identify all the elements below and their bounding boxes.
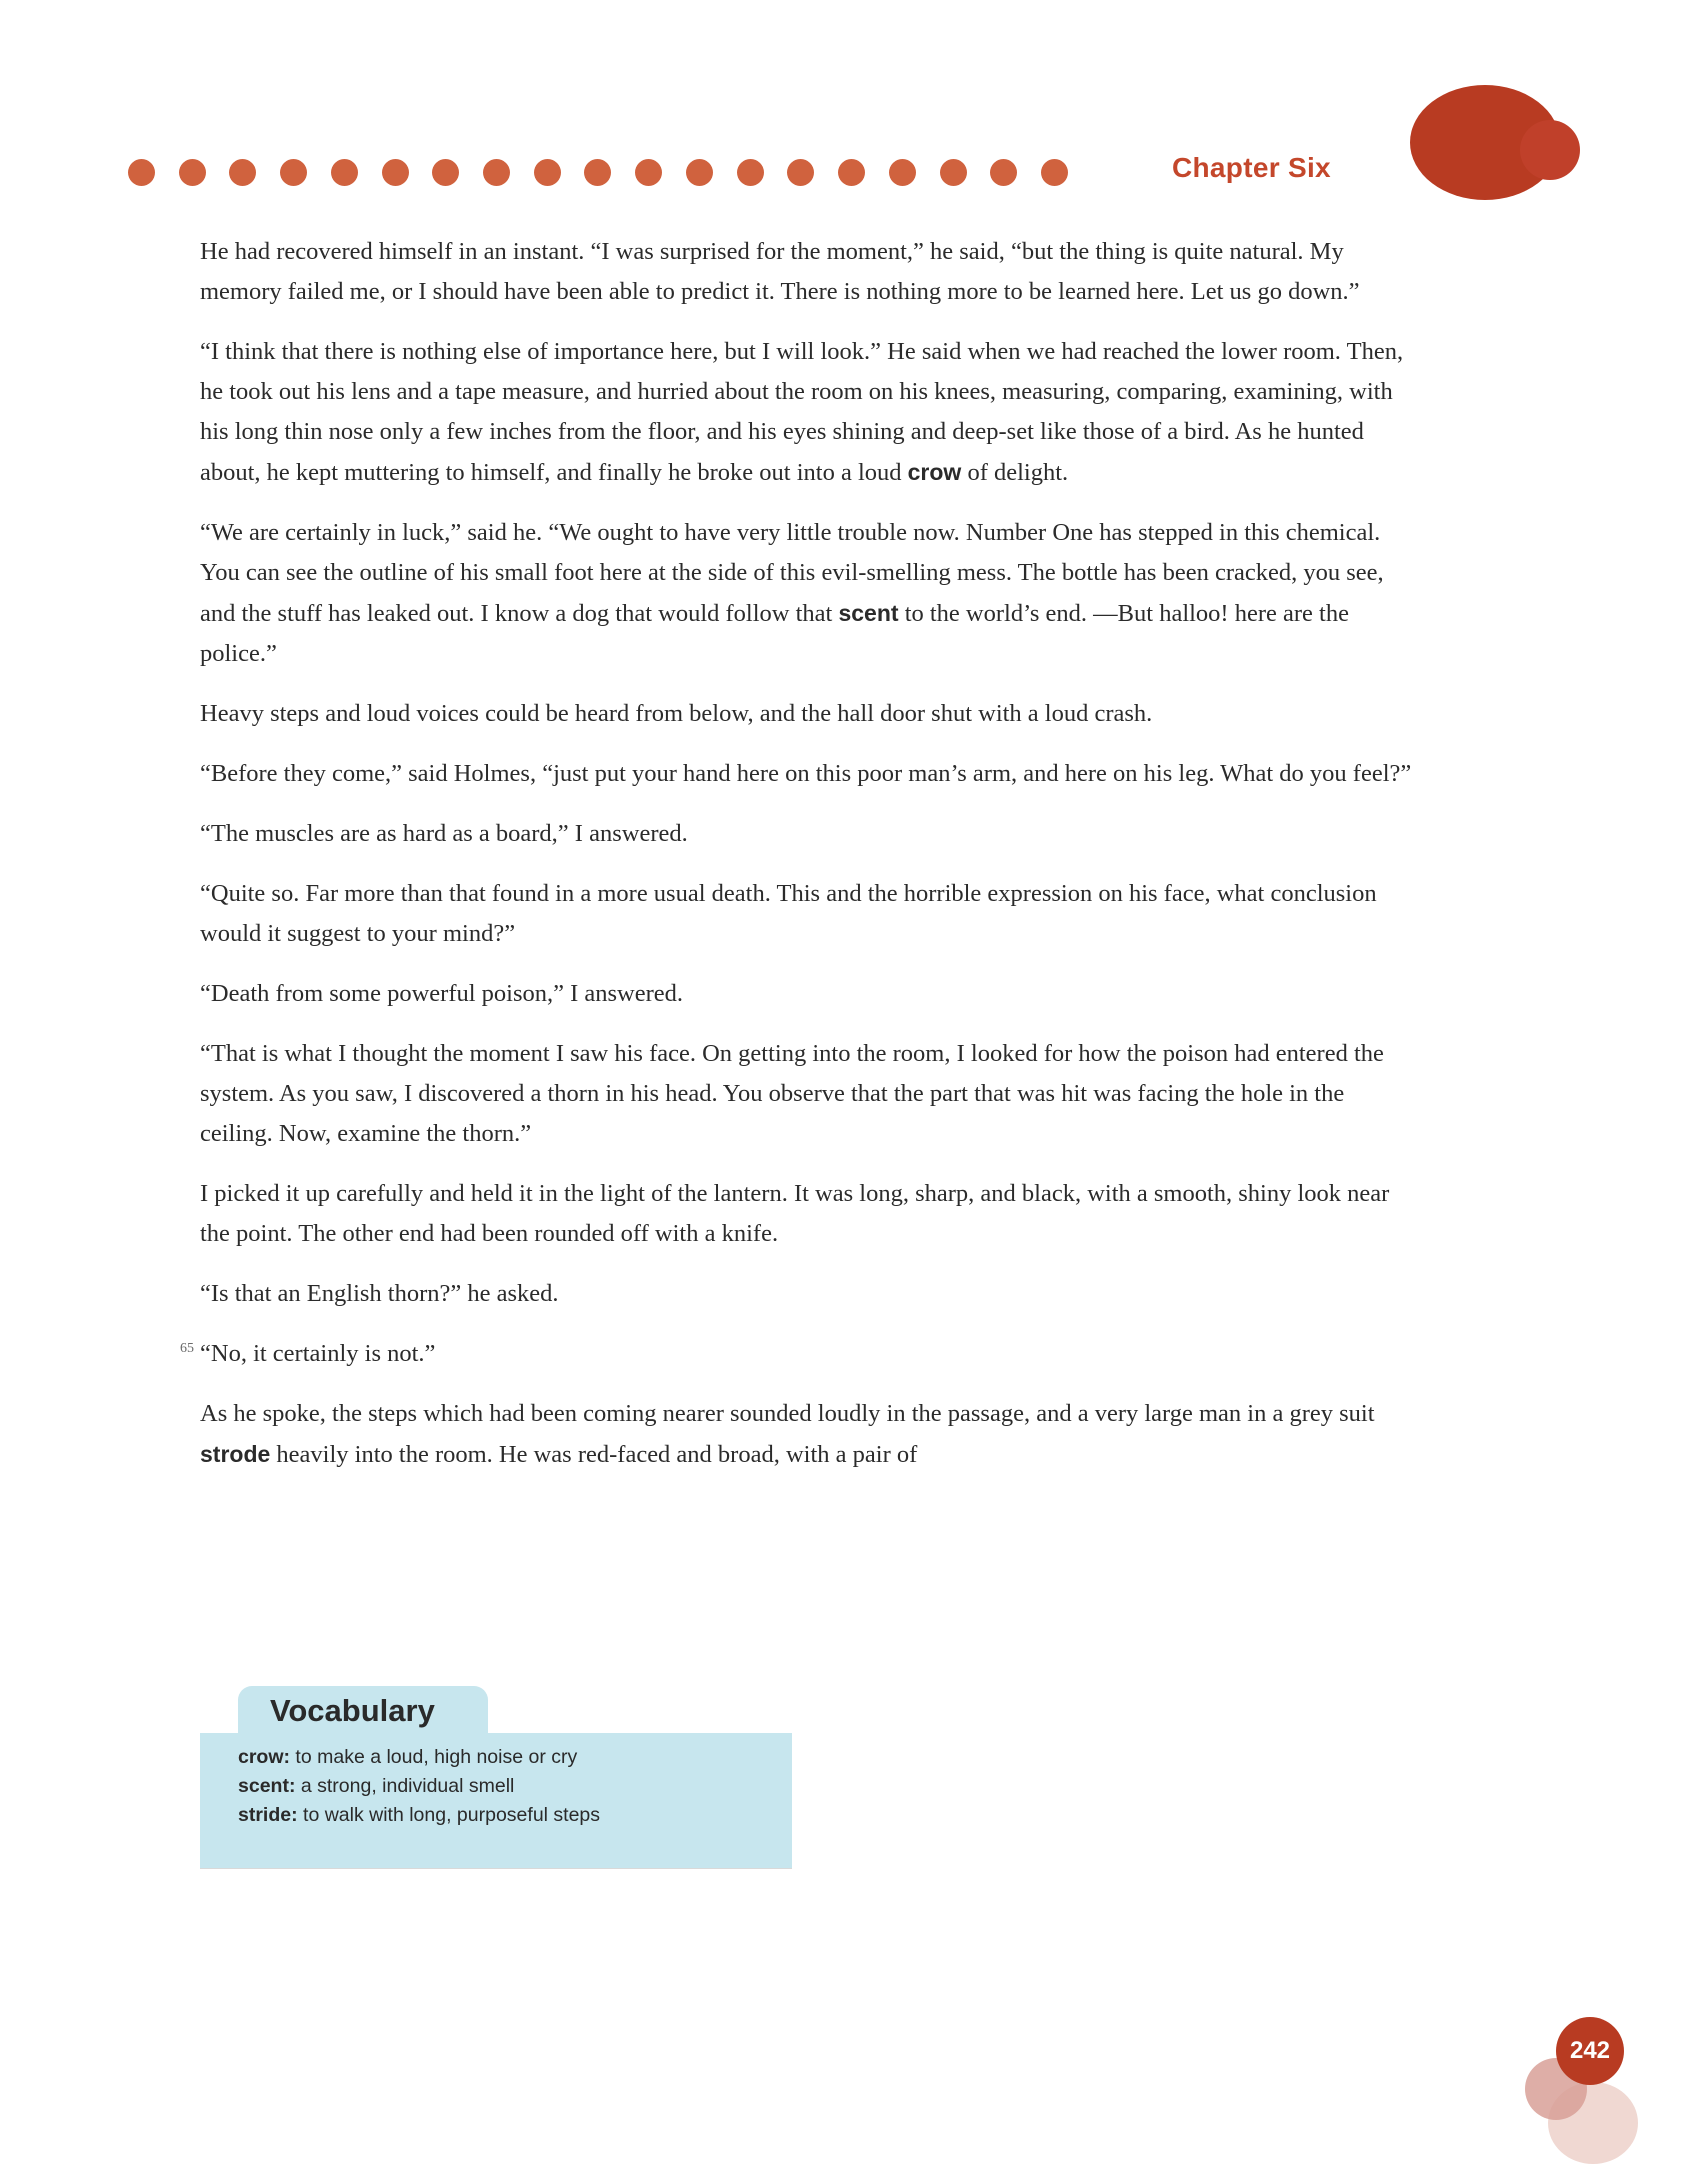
paragraph-text: heavily into the room. He was red-faced and broad, with a pair of bbox=[270, 1441, 918, 1468]
decorative-dot bbox=[432, 159, 459, 186]
paragraph: “That is what I thought the moment I saw his face. On getting into the room, I looked for how the poison had entered the system. As you saw, I discovered a thorn in his head. You observe that the part that was hit was facing the hole in the ceiling. Now, examine the thorn.” bbox=[200, 1040, 1384, 1147]
paragraph-text: of delight. bbox=[961, 459, 1069, 486]
line-number: 65 bbox=[180, 1341, 194, 1356]
decorative-dot bbox=[635, 159, 662, 186]
page-number-badge bbox=[1556, 2017, 1624, 2085]
vocabulary-item bbox=[238, 1772, 600, 1801]
vocabulary-term: crow: bbox=[238, 1746, 291, 1768]
decorative-dot bbox=[382, 159, 409, 186]
decorative-dot bbox=[331, 159, 358, 186]
paragraph-text: As he spoke, the steps which had been coming nearer sounded loudly in the passage, and a very large man in a grey suit bbox=[200, 1400, 1375, 1427]
decorative-dot bbox=[940, 159, 967, 186]
paragraph bbox=[200, 332, 1420, 493]
decorative-dot-row bbox=[128, 157, 1068, 187]
vocabulary-item bbox=[238, 1801, 600, 1830]
decorative-dot bbox=[584, 159, 611, 186]
vocabulary-title: Vocabulary bbox=[270, 1693, 435, 1728]
decorative-dot bbox=[1041, 159, 1068, 186]
vocabulary-definition: to make a loud, high noise or cry bbox=[290, 1746, 578, 1768]
vocabulary-definition: a strong, individual smell bbox=[295, 1775, 515, 1797]
decorative-dot bbox=[179, 159, 206, 186]
decorative-dot bbox=[483, 159, 510, 186]
paragraph-text: “I think that there is nothing else of importance here, but I will look.” He said when we had reached the lower room. Then, he took out his lens and a tape measure, and hurried about the room on his knees, measuring, comparing, examining, with his long thin nose only a few inches from the floor, and his eyes shining and deep-set like those of a bird. As he hunted about, he kept muttering to himself, and finally he broke out into a loud bbox=[200, 338, 1404, 486]
paragraph: “No, it certainly is not.” bbox=[200, 1340, 436, 1367]
decorative-dot bbox=[128, 159, 155, 186]
paragraph-text: “We are certainly in luck,” said he. “We ought to have very little trouble now. Number One has stepped in this chemical. You can see the outline of his small foot here at the side of this evil-smelling mess. The bottle has been cracked, you see, and the stuff has leaked out. I know a dog that would follow that bbox=[200, 519, 1384, 627]
vocab-word-strode: strode bbox=[200, 1441, 271, 1467]
paragraph bbox=[200, 513, 1420, 674]
paragraph: “Death from some powerful poison,” I answered. bbox=[200, 980, 684, 1007]
vocabulary-item bbox=[238, 1743, 600, 1772]
decorative-dot bbox=[787, 159, 814, 186]
paragraph bbox=[200, 1394, 1420, 1475]
vocab-word-crow: crow bbox=[907, 459, 962, 485]
decorative-dot bbox=[838, 159, 865, 186]
paragraph: I picked it up carefully and held it in the light of the lantern. It was long, sharp, and black, with a smooth, shiny look near the point. The other end had been rounded off with a knife. bbox=[200, 1180, 1390, 1247]
chapter-title: Chapter Six bbox=[1172, 152, 1331, 183]
paragraph: “Is that an English thorn?” he asked. bbox=[200, 1280, 559, 1307]
paragraph: Heavy steps and loud voices could be heard from below, and the hall door shut with a loud crash. bbox=[200, 700, 1153, 727]
vocabulary-list bbox=[238, 1743, 600, 1830]
story-text bbox=[200, 232, 1420, 1495]
paragraph: “The muscles are as hard as a board,” I answered. bbox=[200, 820, 688, 847]
decorative-dot bbox=[889, 159, 916, 186]
paragraph: He had recovered himself in an instant. “I was surprised for the moment,” he said, “but the thing is quite natural. My memory failed me, or I should have been able to predict it. There is nothing more to be learned here. Let us go down.” bbox=[200, 238, 1360, 305]
chapter-small-circle-decoration bbox=[1520, 120, 1580, 180]
vocabulary-term: scent: bbox=[238, 1775, 296, 1797]
decorative-dot bbox=[229, 159, 256, 186]
decorative-dot bbox=[990, 159, 1017, 186]
page-number: 242 bbox=[1569, 2037, 1611, 2064]
vocab-word-scent: scent bbox=[838, 600, 899, 626]
paragraph-text: to the world’s end. —But halloo! here are the police.” bbox=[200, 600, 1349, 667]
decorative-dot bbox=[737, 159, 764, 186]
vocabulary-term: stride: bbox=[238, 1804, 298, 1826]
decorative-dot bbox=[280, 159, 307, 186]
decorative-dot bbox=[534, 159, 561, 186]
paragraph: “Quite so. Far more than that found in a more usual death. This and the horrible expression on his face, what conclusion would it suggest to your mind?” bbox=[200, 880, 1377, 947]
decorative-dot bbox=[686, 159, 713, 186]
vocabulary-definition: to walk with long, purposeful steps bbox=[297, 1804, 601, 1826]
paragraph: “Before they come,” said Holmes, “just put your hand here on this poor man’s arm, and here on his leg. What do you feel?” bbox=[200, 760, 1412, 787]
